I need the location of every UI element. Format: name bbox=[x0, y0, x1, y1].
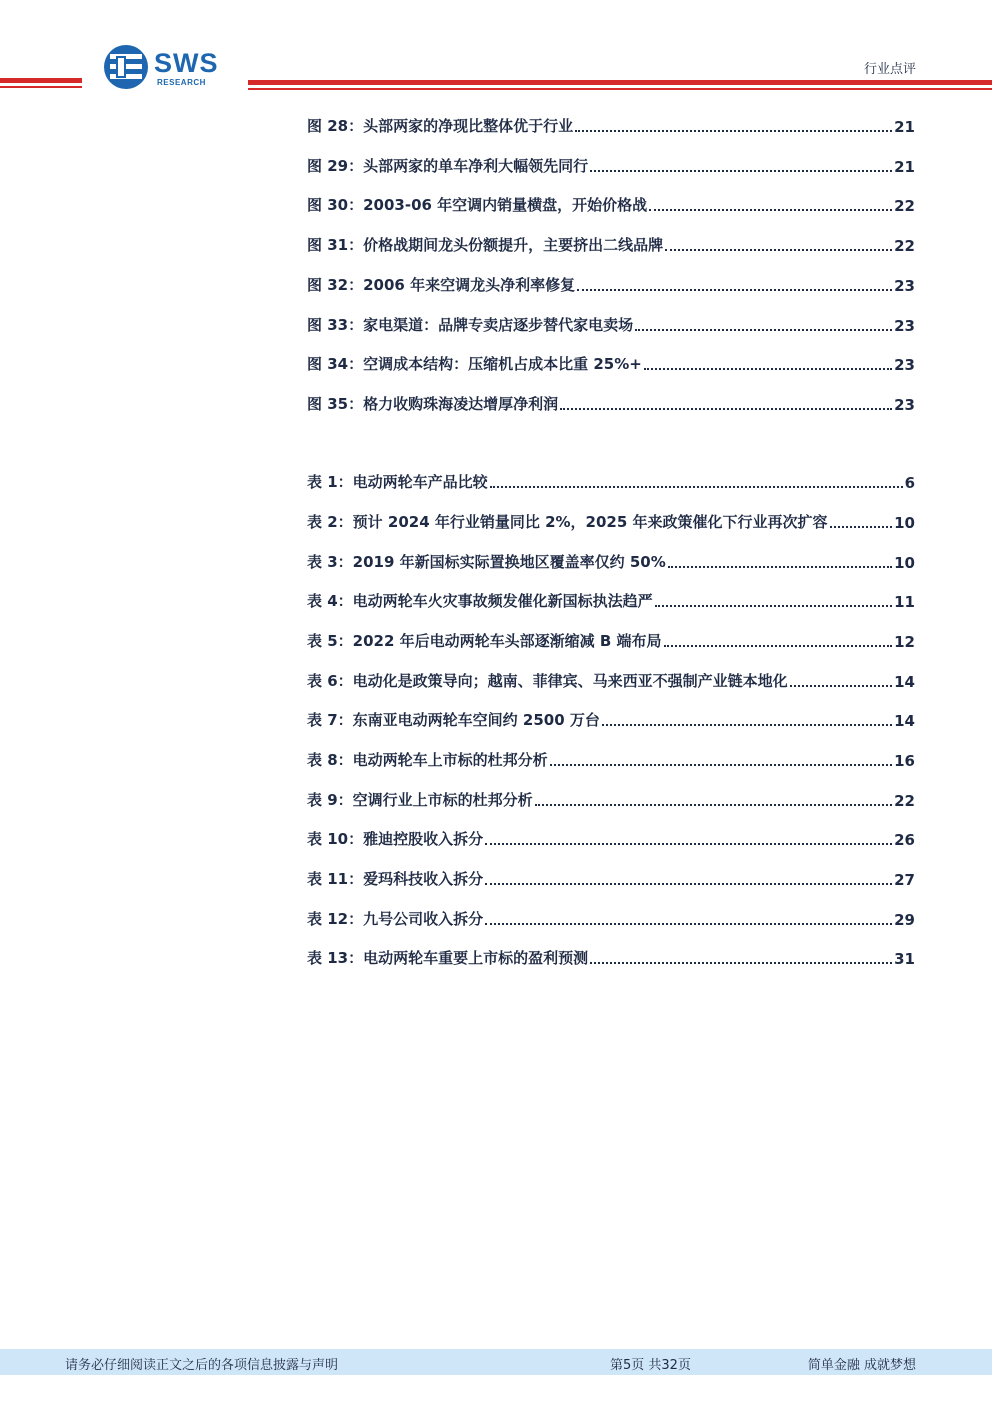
toc-label: 表 6：电动化是政策导向；越南、菲律宾、马来西亚不强制产业链本地化 bbox=[307, 672, 788, 690]
toc-entry[interactable] bbox=[307, 508, 915, 532]
toc-page-number: 23 bbox=[894, 396, 915, 414]
dot-leader bbox=[590, 170, 892, 172]
toc-page-number: 27 bbox=[894, 871, 915, 889]
toc-page-number: 23 bbox=[894, 277, 915, 295]
toc-page-number: 22 bbox=[894, 197, 915, 215]
toc-entry[interactable] bbox=[307, 825, 915, 849]
dot-leader bbox=[644, 368, 892, 370]
dot-leader bbox=[590, 962, 892, 964]
toc-label: 表 11：爱玛科技收入拆分 bbox=[307, 870, 484, 888]
dot-leader bbox=[602, 724, 892, 726]
header-rule-left bbox=[0, 78, 82, 83]
toc-entry[interactable] bbox=[307, 390, 915, 414]
dot-leader bbox=[550, 764, 892, 766]
toc-label: 图 33：家电渠道：品牌专卖店逐步替代家电卖场 bbox=[307, 316, 634, 334]
toc-entry[interactable] bbox=[307, 112, 915, 136]
toc-entry[interactable] bbox=[307, 311, 915, 335]
header-rule-right bbox=[248, 80, 992, 85]
toc-entry[interactable] bbox=[307, 786, 915, 810]
toc-label: 表 4：电动两轮车火灾事故频发催化新国标执法趋严 bbox=[307, 592, 653, 610]
toc-page-number: 14 bbox=[894, 712, 915, 730]
toc-entry[interactable] bbox=[307, 231, 915, 255]
footer-page-info: 第5页 共32页 bbox=[610, 1358, 691, 1373]
dot-leader bbox=[635, 329, 892, 331]
toc-entry[interactable] bbox=[307, 627, 915, 651]
sws-globe-icon bbox=[102, 44, 150, 90]
toc-page-number: 21 bbox=[894, 158, 915, 176]
toc-label: 图 29：头部两家的单车净利大幅领先同行 bbox=[307, 157, 589, 175]
toc-page-number: 6 bbox=[904, 474, 915, 492]
toc-page-number: 11 bbox=[894, 593, 915, 611]
header-rule-left-thin bbox=[0, 86, 82, 88]
toc-label: 图 34：空调成本结构：压缩机占成本比重 25%+ bbox=[307, 355, 642, 373]
toc-entry[interactable] bbox=[307, 271, 915, 295]
dot-leader bbox=[830, 526, 893, 528]
dot-leader bbox=[664, 645, 893, 647]
toc-label: 图 30：2003-06 年空调内销量横盘，开始价格战 bbox=[307, 196, 648, 214]
dot-leader bbox=[485, 843, 892, 845]
logo-subtext: RESEARCH bbox=[157, 78, 206, 87]
toc-label: 表 8：电动两轮车上市标的杜邦分析 bbox=[307, 751, 548, 769]
toc-page-number: 23 bbox=[894, 356, 915, 374]
toc-page-number: 26 bbox=[894, 831, 915, 849]
toc-label: 表 9：空调行业上市标的杜邦分析 bbox=[307, 791, 533, 809]
toc-page-number: 22 bbox=[894, 237, 915, 255]
toc-label: 表 13：电动两轮车重要上市标的盈利预测 bbox=[307, 949, 589, 967]
toc-entry[interactable] bbox=[307, 865, 915, 889]
dot-leader bbox=[649, 209, 892, 211]
toc-label: 表 5：2022 年后电动两轮车头部逐渐缩减 B 端布局 bbox=[307, 632, 662, 650]
footer-slogan: 简单金融 成就梦想 bbox=[807, 1358, 916, 1373]
dot-leader bbox=[655, 605, 892, 607]
toc-label: 表 10：雅迪控股收入拆分 bbox=[307, 830, 484, 848]
dot-leader bbox=[535, 804, 892, 806]
toc-entry[interactable] bbox=[307, 468, 915, 492]
dot-leader bbox=[490, 486, 903, 488]
dot-leader bbox=[485, 883, 892, 885]
toc-entry[interactable] bbox=[307, 667, 915, 691]
toc-entry[interactable] bbox=[307, 587, 915, 611]
toc-label: 图 35：格力收购珠海凌达增厚净利润 bbox=[307, 395, 559, 413]
toc-label: 表 3：2019 年新国标实际置换地区覆盖率仅约 50% bbox=[307, 553, 666, 571]
toc-entry[interactable] bbox=[307, 350, 915, 374]
dot-leader bbox=[485, 923, 892, 925]
toc-entry[interactable] bbox=[307, 706, 915, 730]
toc-page-number: 29 bbox=[894, 911, 915, 929]
toc-entry[interactable] bbox=[307, 191, 915, 215]
toc-label: 表 2：预计 2024 年行业销量同比 2%，2025 年来政策催化下行业再次扩容 bbox=[307, 513, 828, 531]
footer-disclaimer: 请务必仔细阅读正文之后的各项信息披露与声明 bbox=[65, 1358, 339, 1373]
toc-label: 图 32：2006 年来空调龙头净利率修复 bbox=[307, 276, 576, 294]
toc-page-number: 22 bbox=[894, 792, 915, 810]
toc-entry[interactable] bbox=[307, 944, 915, 968]
toc-entry[interactable] bbox=[307, 548, 915, 572]
page-footer bbox=[0, 1349, 992, 1375]
toc-page-number: 21 bbox=[894, 118, 915, 136]
dot-leader bbox=[560, 408, 892, 410]
toc-label: 表 1：电动两轮车产品比较 bbox=[307, 473, 488, 491]
logo-text: SWS bbox=[154, 48, 219, 78]
dot-leader bbox=[790, 685, 892, 687]
toc-entry[interactable] bbox=[307, 746, 915, 770]
toc-page-number: 12 bbox=[894, 633, 915, 651]
document-type: 行业点评 bbox=[863, 62, 916, 77]
toc-page-number: 23 bbox=[894, 317, 915, 335]
toc-label: 表 7：东南亚电动两轮车空间约 2500 万台 bbox=[307, 711, 600, 729]
dot-leader bbox=[668, 566, 892, 568]
toc-label: 图 31：价格战期间龙头份额提升，主要挤出二线品牌 bbox=[307, 236, 664, 254]
sws-logo bbox=[102, 44, 242, 90]
dot-leader bbox=[575, 130, 892, 132]
toc-page-number: 10 bbox=[894, 554, 915, 572]
toc-page-number: 10 bbox=[894, 514, 915, 532]
toc-label: 图 28：头部两家的净现比整体优于行业 bbox=[307, 117, 574, 135]
header-rule-right-thin bbox=[248, 88, 992, 90]
dot-leader bbox=[577, 289, 892, 291]
toc-entry[interactable] bbox=[307, 905, 915, 929]
toc-page-number: 31 bbox=[894, 950, 915, 968]
toc-page-number: 14 bbox=[894, 673, 915, 691]
toc-label: 表 12：九号公司收入拆分 bbox=[307, 910, 484, 928]
toc-page-number: 16 bbox=[894, 752, 915, 770]
toc-entry[interactable] bbox=[307, 152, 915, 176]
dot-leader bbox=[665, 249, 892, 251]
